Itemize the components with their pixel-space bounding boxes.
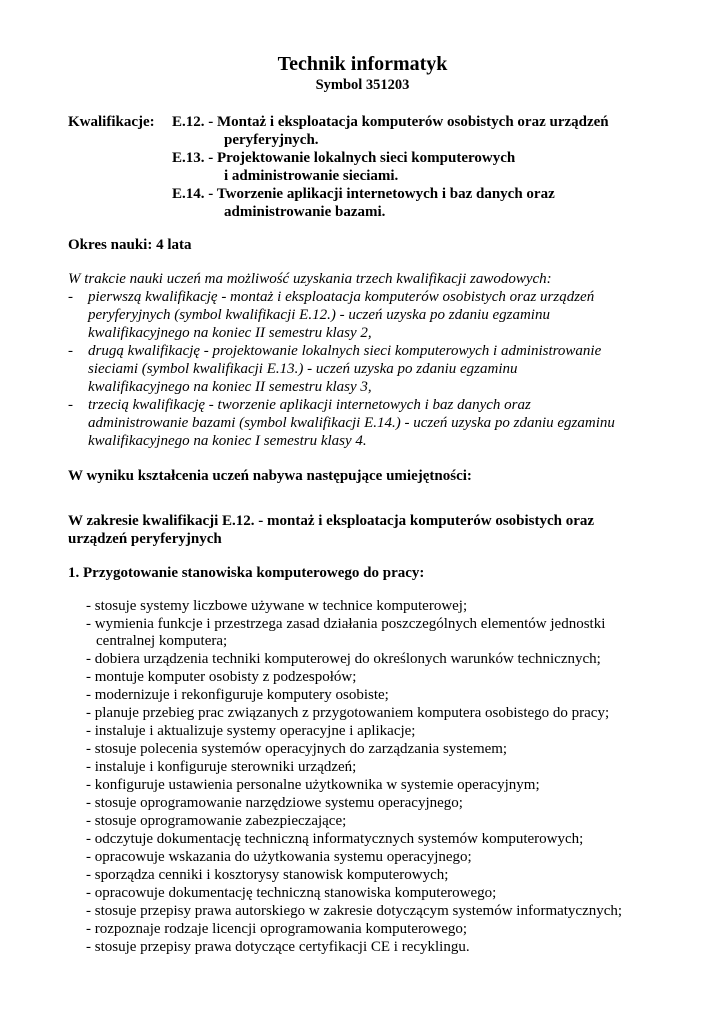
intro-item-3-line1: trzecią kwalifikację - tworzenie aplikacji internetowych i baz danych oraz — [88, 397, 531, 413]
intro-item-1-line1: pierwszą kwalifikację - montaż i eksploatacja komputerów osobistych oraz urządzeń — [88, 289, 595, 305]
skill-item: - sporządza cenniki i kosztorysy stanowisk komputerowych; — [86, 867, 449, 883]
skill-item: - odczytuje dokumentację techniczną informatycznych systemów komputerowych; — [86, 831, 584, 847]
intro-item-1-line3: kwalifikacyjnego na koniec II semestru klasy 2, — [88, 325, 372, 341]
skill-item-continuation: centralnej komputera; — [96, 633, 228, 649]
intro-lead: W trakcie nauki uczeń ma możliwość uzyskania trzech kwalifikacji zawodowych: — [68, 271, 552, 287]
skill-item: - stosuje polecenia systemów operacyjnych do zarządzania systemem; — [86, 741, 508, 757]
scope-heading-line2: urządzeń peryferyjnych — [68, 531, 222, 547]
qualification-e12-line1: E.12. - Montaż i eksploatacja komputerów osobistych oraz urządzeń — [172, 114, 609, 130]
intro-item-2-line1: drugą kwalifikację - projektowanie lokalnych sieci komputerowych i administrowanie — [88, 343, 602, 359]
skill-item: - stosuje oprogramowanie narzędziowe systemu operacyjnego; — [86, 795, 463, 811]
skill-item: - modernizuje i rekonfiguruje komputery osobiste; — [86, 687, 389, 703]
skill-item: - konfiguruje ustawienia personalne użytkownika w systemie operacyjnym; — [86, 777, 540, 793]
scope-heading-line1: W zakresie kwalifikacji E.12. - montaż i eksploatacja komputerów osobistych oraz — [68, 513, 595, 529]
page-title: Technik informatyk — [277, 53, 448, 75]
skill-item: - stosuje systemy liczbowe używane w technice komputerowej; — [86, 598, 468, 614]
intro-item-3-line3: kwalifikacyjnego na koniec I semestru klasy 4. — [88, 433, 367, 449]
skill-item: - stosuje przepisy prawa dotyczące certyfikacji CE i recyklingu. — [86, 939, 470, 955]
intro-item-2-line2: sieciami (symbol kwalifikacji E.13.) - uczeń uzyska po zdaniu egzaminu — [88, 361, 518, 377]
qualification-e14-line1: E.14. - Tworzenie aplikacji internetowych i baz danych oraz — [172, 186, 555, 202]
skill-item: - dobiera urządzenia techniki komputerowej do określonych warunków technicznych; — [86, 651, 601, 667]
skill-item: - stosuje przepisy prawa autorskiego w zakresie dotyczącym systemów informatycznych; — [86, 903, 623, 919]
skill-item: - planuje przebieg prac związanych z przygotowaniem komputera osobistego do pracy; — [86, 705, 610, 721]
qualifications-label: Kwalifikacje: — [68, 114, 155, 130]
qualification-e12-line2: peryferyjnych. — [224, 132, 319, 148]
occupation-symbol: Symbol 351203 — [315, 77, 410, 93]
intro-bullet-1: - — [68, 289, 73, 305]
skill-item: - instaluje i aktualizuje systemy operacyjne i aplikacje; — [86, 723, 416, 739]
skill-item: - stosuje oprogramowanie zabezpieczające; — [86, 813, 347, 829]
intro-bullet-3: - — [68, 397, 73, 413]
skill-item: - montuje komputer osobisty z podzespołów; — [86, 669, 357, 685]
section-1-heading: 1. Przygotowanie stanowiska komputerowego do pracy: — [68, 565, 425, 581]
qualification-e13-line1: E.13. - Projektowanie lokalnych sieci komputerowych — [172, 150, 516, 166]
intro-item-1-line2: peryferyjnych (symbol kwalifikacji E.12.) - uczeń uzyska po zdaniu egzaminu — [88, 307, 550, 323]
study-duration: Okres nauki: 4 lata — [68, 237, 192, 253]
intro-item-3-line2: administrowanie bazami (symbol kwalifikacji E.14.) - uczeń uzyska po zdaniu egzaminu — [88, 415, 615, 431]
intro-bullet-2: - — [68, 343, 73, 359]
skill-item: - instaluje i konfiguruje sterowniki urządzeń; — [86, 759, 357, 775]
qualification-e13-line2: i administrowanie sieciami. — [224, 168, 399, 184]
skill-item: - opracowuje dokumentację techniczną stanowiska komputerowego; — [86, 885, 497, 901]
intro-item-2-line3: kwalifikacyjnego na koniec II semestru klasy 3, — [88, 379, 372, 395]
skill-item: - rozpoznaje rodzaje licencji oprogramowania komputerowego; — [86, 921, 468, 937]
qualification-e14-line2: administrowanie bazami. — [224, 204, 386, 220]
skill-item: - wymienia funkcje i przestrzega zasad działania poszczególnych elementów jednostki — [86, 616, 606, 632]
skill-item: - opracowuje wskazania do użytkowania systemu operacyjnego; — [86, 849, 472, 865]
skills-heading: W wyniku kształcenia uczeń nabywa następujące umiejętności: — [68, 468, 472, 484]
